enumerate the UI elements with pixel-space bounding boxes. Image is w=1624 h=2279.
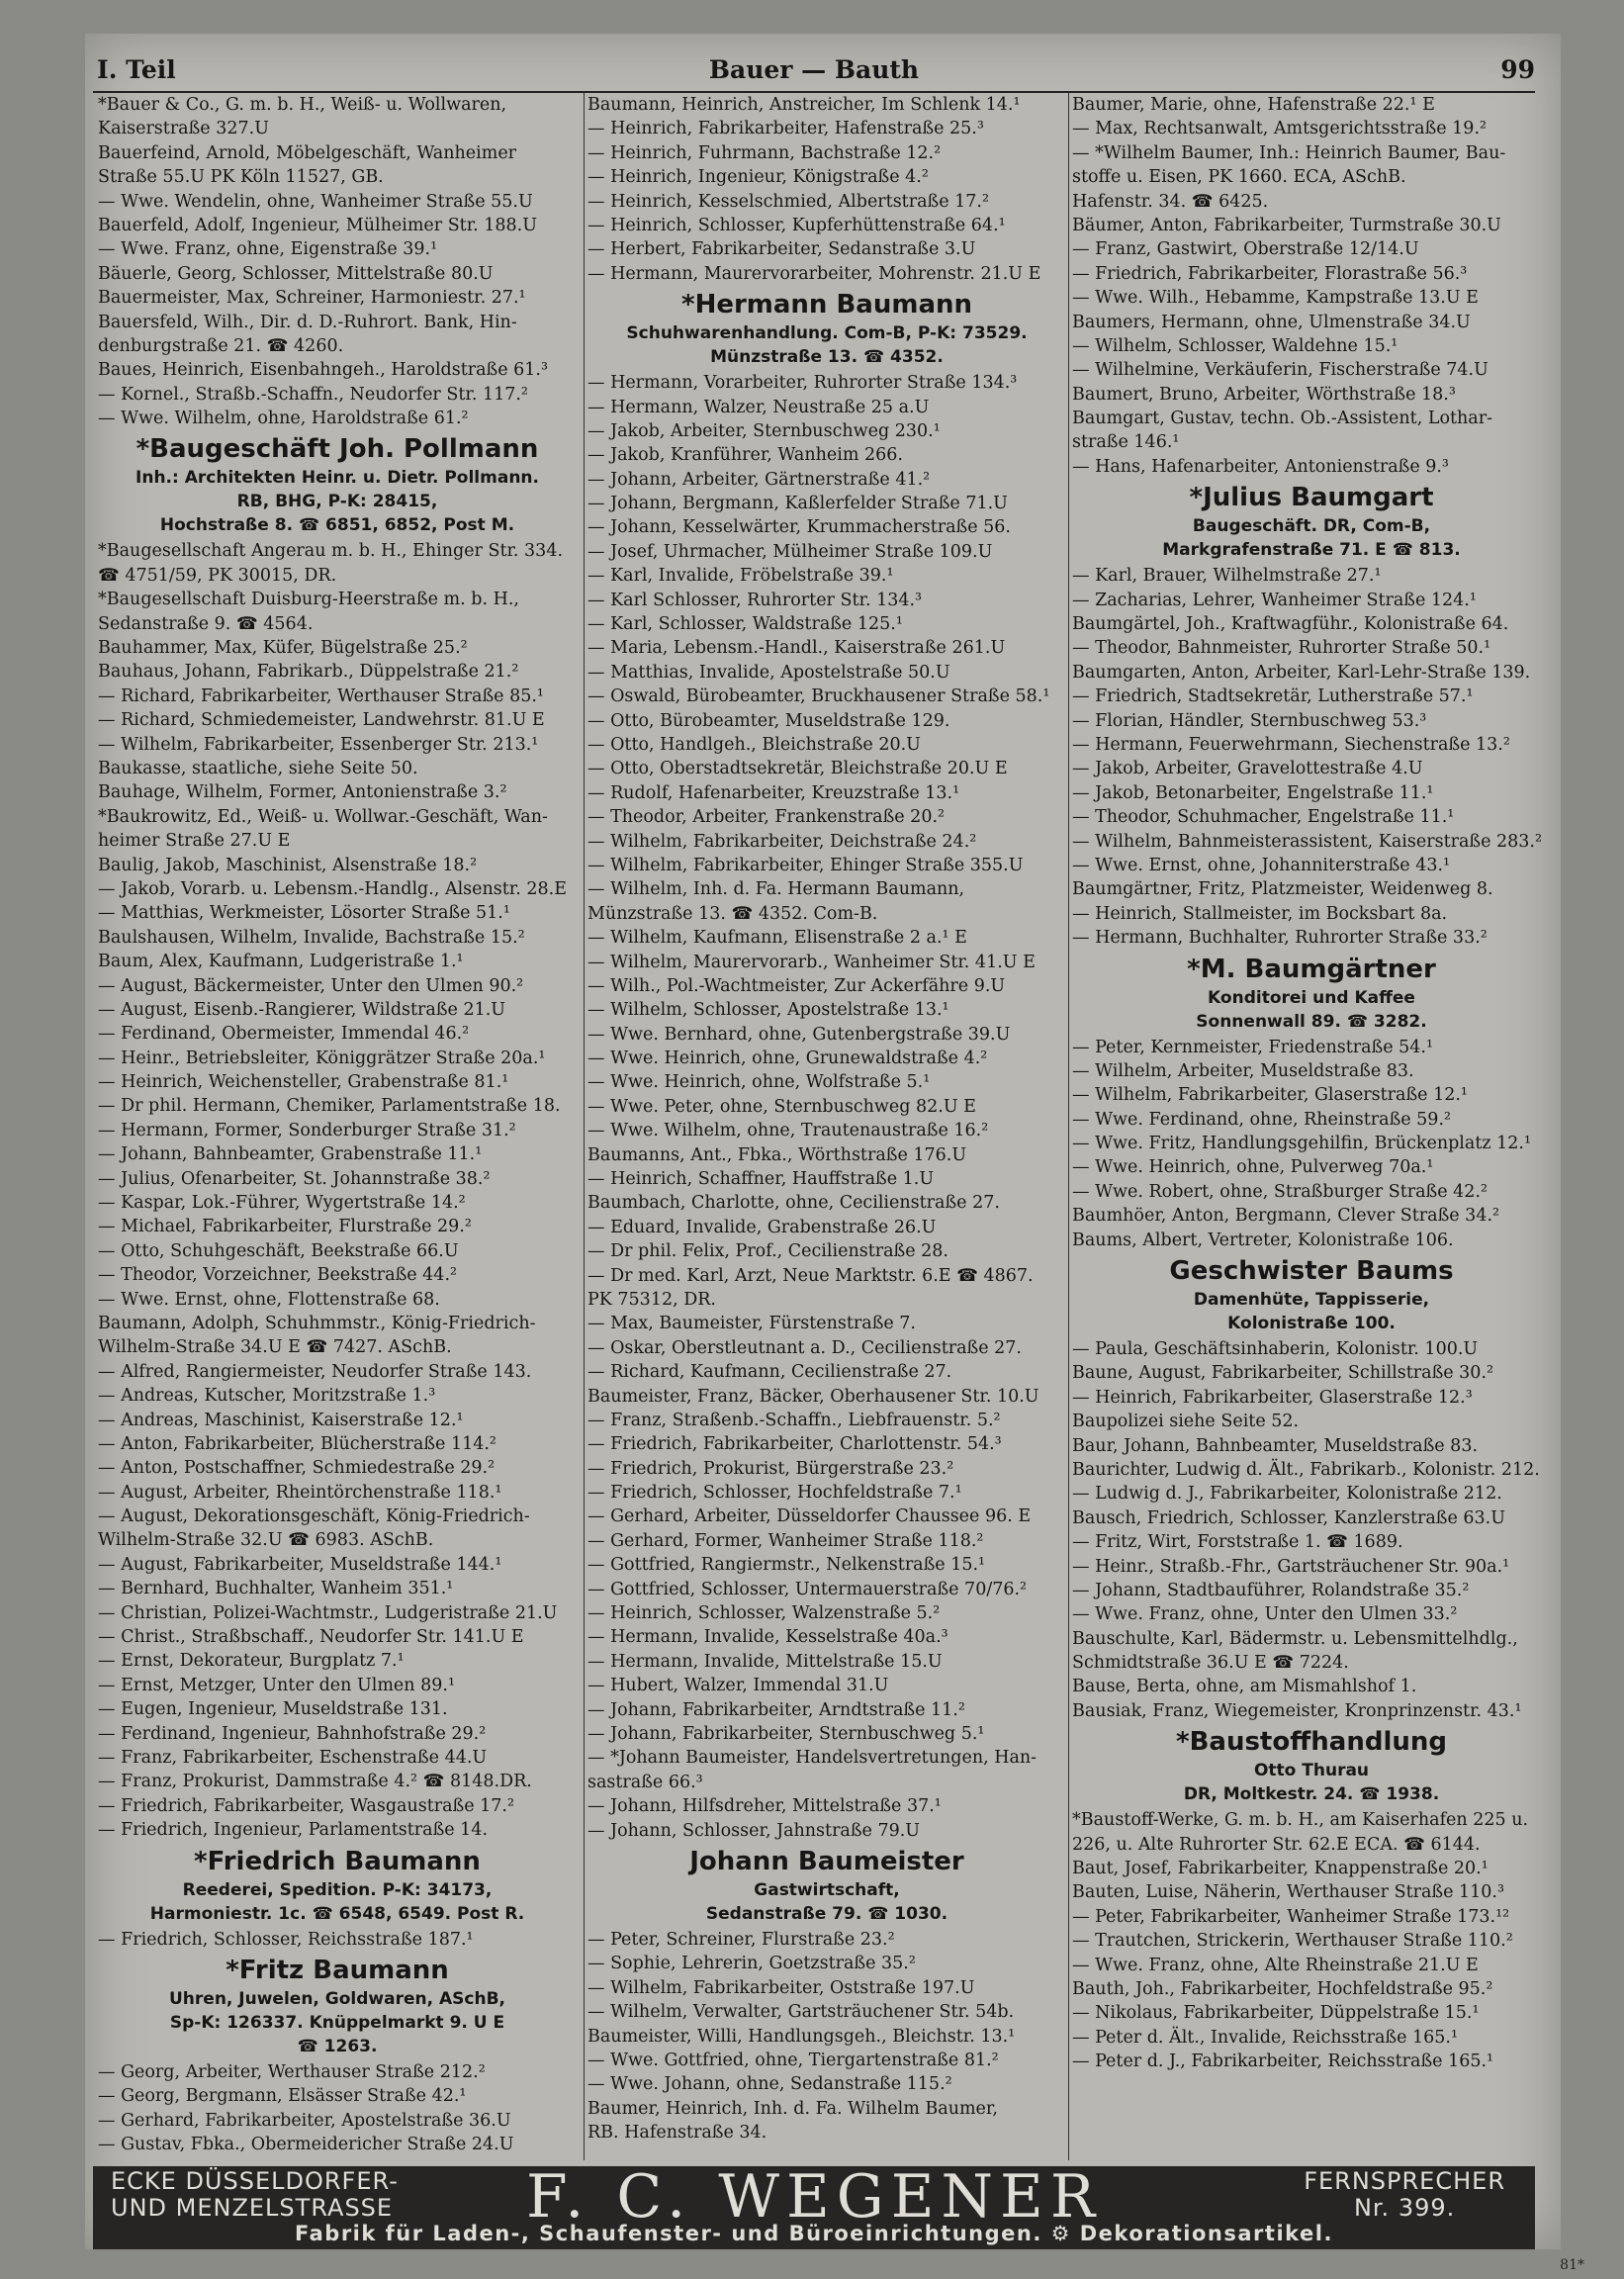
directory-entry: Bauschulte, Karl, Bädermstr. u. Lebensmittelhdlg., (1072, 1628, 1518, 1649)
directory-entry: — Trautchen, Strickerin, Werthauser Straße 110.² (1072, 1931, 1513, 1952)
directory-entry: — Gottfried, Rangiermstr., Nelkenstraße 15.¹ (587, 1555, 986, 1576)
directory-entry: — Zacharias, Lehrer, Wanheimer Straße 124.¹ (1072, 590, 1477, 610)
directory-entry: Bauersfeld, Wilh., Dir. d. D.-Ruhrort. Bank, Hin- (98, 312, 517, 332)
page-number: 99 (1500, 55, 1535, 84)
ad-detail-line: Otto Thurau (1253, 1761, 1370, 1781)
directory-entry: — Johann, Stadtbauführer, Rolandstraße 35.² (1072, 1580, 1470, 1600)
directory-entry: — Friedrich, Prokurist, Bürgerstraße 23.² (587, 1458, 954, 1479)
display-advertisement (1069, 479, 1554, 564)
ad-detail-line: Markgrafenstraße 71. E ☎ 813. (1162, 540, 1461, 561)
directory-entry: — Georg, Arbeiter, Werthauser Straße 212.² (98, 2061, 486, 2082)
directory-entry: Bauhammer, Max, Küfer, Bügelstraße 25.² (98, 638, 468, 659)
directory-entry: — Wwe. Franz, ohne, Eigenstraße 39.¹ (98, 239, 438, 260)
directory-entry: — Rudolf, Hafenarbeiter, Kreuzstraße 13.¹ (587, 782, 960, 803)
directory-entry: Schmidtstraße 36.U E ☎ 7224. (1072, 1653, 1349, 1674)
directory-entry: — Franz, Gastwirt, Oberstraße 12/14.U (1072, 239, 1419, 260)
display-advertisement (585, 1843, 1069, 1928)
directory-entry: *Baukrowitz, Ed., Weiß- u. Wollwar.-Geschäft, Wan- (98, 806, 548, 827)
directory-entry: — Anton, Fabrikarbeiter, Blücherstraße 114.² (98, 1433, 496, 1454)
directory-entry: — *Wilhelm Baumer, Inh.: Heinrich Baumer, Bau- (1072, 142, 1506, 163)
directory-entry: — Johann, Fabrikarbeiter, Sternbuschweg 5.¹ (587, 1724, 985, 1744)
directory-entry: — Franz, Fabrikarbeiter, Eschenstraße 44.U (98, 1748, 488, 1768)
directory-entry: — Eduard, Invalide, Grabenstraße 26.U (587, 1217, 937, 1237)
directory-entry: Baum, Alex, Kaufmann, Ludgeristraße 1.¹ (98, 952, 464, 972)
column-3 (1068, 93, 1554, 2160)
directory-entry: — Johann, Arbeiter, Gärtnerstraße 41.² (587, 469, 931, 490)
directory-entry: — Theodor, Arbeiter, Frankenstraße 20.² (587, 807, 946, 828)
directory-entry: — Wilhelm, Fabrikarbeiter, Deichstraße 24.² (587, 831, 977, 852)
directory-entry: Baues, Heinrich, Eisenbahngeh., Haroldstraße 61.³ (98, 360, 549, 381)
ad-detail-line: Münzstraße 13. ☎ 4352. (710, 347, 944, 368)
directory-entry: — Oswald, Bürobeamter, Bruckhausener Straße 58.¹ (587, 686, 1050, 707)
ad-phone-line: Nr. 399. (1353, 2194, 1456, 2222)
directory-entry: — Wwe. Franz, ohne, Alte Rheinstraße 21.U E (1072, 1955, 1479, 1975)
directory-entry: — Heinrich, Weichensteller, Grabenstraße 81.¹ (98, 1072, 509, 1093)
directory-entry: — Hubert, Walzer, Immendal 31.U (587, 1676, 889, 1696)
directory-entry: Bauth, Joh., Fabrikarbeiter, Hochfeldstraße 95.² (1072, 1979, 1493, 1999)
ad-detail-line: Damenhüte, Tappisserie, (1193, 1290, 1430, 1311)
directory-entry: — Wwe. Wilhelm, ohne, Haroldstraße 61.² (98, 409, 469, 429)
directory-entry: Bause, Berta, ohne, am Mismahlshof 1. (1072, 1677, 1417, 1697)
directory-entry: — Dr phil. Hermann, Chemiker, Parlamentstraße 18. (98, 1096, 561, 1117)
directory-entry: Kaiserstraße 327.U (98, 119, 269, 139)
directory-entry: — August, Bäckermeister, Unter den Ulmen 90.² (98, 975, 524, 996)
directory-entry: — Wilhelm, Fabrikarbeiter, Ehinger Straße 355.U (587, 855, 1024, 875)
directory-entry: Baurichter, Ludwig d. Ält., Fabrikarb., Kolonistr. 212. (1072, 1459, 1540, 1480)
directory-entry: — Anton, Postschaffner, Schmiedestraße 29.² (98, 1458, 496, 1479)
directory-entry: Baulshausen, Wilhelm, Invalide, Bachstraße 15.² (98, 927, 525, 948)
directory-entry: heimer Straße 27.U E (98, 831, 291, 852)
directory-entry: — Wilhelm, Verwalter, Gartsträuchener Str. 54b. (587, 2002, 1015, 2023)
directory-entry: — Heinrich, Stallmeister, im Bocksbart 8a. (1072, 903, 1448, 924)
directory-entry: — Otto, Schuhgeschäft, Beekstraße 66.U (98, 1240, 459, 1261)
ad-title: *Julius Baumgart (1189, 483, 1434, 513)
directory-entry: — Christian, Polizei-Wachtmstr., Ludgeristraße 21.U (98, 1602, 558, 1623)
directory-entry: — Theodor, Bahnmeister, Ruhrorter Straße 50.¹ (1072, 638, 1491, 659)
directory-entry: — Wilhelm, Schlosser, Apostelstraße 13.¹ (587, 1000, 949, 1021)
display-advertisement (1069, 1723, 1554, 1808)
directory-entry: Baumeister, Franz, Bäcker, Oberhausener Str. 10.U (587, 1386, 1039, 1407)
directory-entry: Hafenstr. 34. ☎ 6425. (1072, 191, 1269, 212)
directory-entry: — Heinrich, Fuhrmann, Bachstraße 12.² (587, 142, 942, 163)
directory-entry: Baut, Josef, Fabrikarbeiter, Knappenstraße 20.¹ (1072, 1859, 1489, 1879)
directory-entry: Baumers, Hermann, ohne, Ulmenstraße 34.U (1072, 312, 1471, 332)
directory-entry: — Michael, Fabrikarbeiter, Flurstraße 29.² (98, 1217, 472, 1237)
directory-entry: Baumann, Heinrich, Anstreicher, Im Schlenk 14.¹ (587, 95, 1021, 115)
directory-entry: — Wilhelm, Fabrikarbeiter, Oststraße 197.U (587, 1977, 975, 1998)
directory-entry: — Gustav, Fbka., Obermeidericher Straße 24.U (98, 2135, 514, 2155)
directory-page (85, 34, 1561, 2249)
directory-entry: — Kaspar, Lok.-Führer, Wygertstraße 14.² (98, 1193, 466, 1214)
directory-entry: — Kornel., Straßb.-Schaffn., Neudorfer Str. 117.² (98, 384, 528, 405)
directory-entry: — Dr phil. Felix, Prof., Cecilienstraße 28. (587, 1241, 948, 1262)
directory-entry: — Gottfried, Schlosser, Untermauerstraße 70/76.² (587, 1579, 1028, 1599)
directory-entry: — Wilhelm, Fabrikarbeiter, Essenberger Str. 213.¹ (98, 734, 539, 755)
directory-entry: — Heinr., Straßb.-Fhr., Gartsträuchener Str. 90a.¹ (1072, 1556, 1510, 1577)
directory-entry: — Hermann, Former, Sonderburger Straße 31.² (98, 1120, 516, 1140)
directory-entry: — Wwe. Robert, ohne, Straßburger Straße 42.² (1072, 1181, 1488, 1202)
directory-entry: — Wilh., Pol.-Wachtmeister, Zur Ackerfähre 9.U (587, 975, 1006, 996)
directory-entry: Wilhelm-Straße 34.U E ☎ 7427. ASchB. (98, 1337, 452, 1358)
directory-entry: — Hermann, Invalide, Kesselstraße 40a.³ (587, 1627, 948, 1648)
directory-entry: — Peter d. J., Fabrikarbeiter, Reichsstraße 165.¹ (1072, 2051, 1494, 2072)
directory-entry: — Wwe. Wendelin, ohne, Wanheimer Straße 55.U (98, 191, 533, 212)
display-advertisement (585, 286, 1069, 371)
ad-address-line: ECKE DÜSSELDORFER- (111, 2167, 399, 2195)
ad-title: *Hermann Baumann (680, 290, 973, 320)
directory-entry: — Heinrich, Schlosser, Kupferhüttenstraße 64.¹ (587, 215, 1006, 235)
directory-entry: — August, Fabrikarbeiter, Museldstraße 144.¹ (98, 1554, 502, 1575)
directory-entry: — Hermann, Vorarbeiter, Ruhrorter Straße 134.³ (587, 373, 1018, 394)
directory-entry: — Gerhard, Arbeiter, Düsseldorfer Chaussee 96. E (587, 1506, 1032, 1527)
ad-detail-line: Gastwirtschaft, (754, 1879, 900, 1900)
directory-entry: — Bernhard, Buchhalter, Wanheim 351.¹ (98, 1579, 454, 1599)
directory-entry: straße 146.¹ (1072, 432, 1180, 453)
directory-entry: — Franz, Prokurist, Dammstraße 4.² ☎ 8148.DR. (98, 1772, 532, 1792)
directory-entry: — Wwe. Johann, ohne, Sedanstraße 115.² (587, 2074, 952, 2095)
directory-entry: — Andreas, Maschinist, Kaiserstraße 12.¹ (98, 1410, 464, 1430)
directory-entry: — Johann, Fabrikarbeiter, Arndtstraße 11.² (587, 1699, 965, 1720)
directory-entry: — Jakob, Betonarbeiter, Engelstraße 11.¹ (1072, 782, 1434, 803)
directory-entry: Bauerfeld, Adolf, Ingenieur, Mülheimer Str. 188.U (98, 215, 537, 235)
directory-entry: — Florian, Händler, Sternbuschweg 53.³ (1072, 710, 1427, 731)
ad-detail-line: Kolonistraße 100. (1227, 1314, 1396, 1334)
ad-title: *Friedrich Baumann (194, 1846, 481, 1876)
directory-entry: — Johann, Schlosser, Jahnstraße 79.U (587, 1820, 921, 1841)
ad-detail-line: ☎ 1263. (297, 2036, 378, 2056)
directory-entry: — Johann, Kesselwärter, Krummacherstraße 56. (587, 517, 1011, 538)
directory-entry: — Sophie, Lehrerin, Goetzstraße 35.² (587, 1954, 916, 1974)
directory-entry: — Ferdinand, Obermeister, Immendal 46.² (98, 1024, 470, 1045)
ad-detail-line: Hochstraße 8. ☎ 6851, 6852, Post M. (159, 515, 515, 536)
directory-entry: — Wwe. Gottfried, ohne, Tiergartenstraße 81.² (587, 2050, 999, 2070)
directory-entry: — Matthias, Werkmeister, Lösorter Straße 51.¹ (98, 903, 510, 924)
directory-entry: — August, Dekorationsgeschäft, König-Friedrich- (98, 1506, 530, 1527)
directory-entry: — Franz, Straßenb.-Schaffn., Liebfrauenstr. 5.² (587, 1410, 1001, 1430)
directory-entry: — Wwe. Ernst, ohne, Flottenstraße 68. (98, 1289, 440, 1310)
ad-detail-line: Sonnenwall 89. ☎ 3282. (1196, 1011, 1427, 1032)
directory-entry: *Bauer & Co., G. m. b. H., Weiß- u. Wollwaren, (98, 95, 507, 115)
ad-title: Johann Baumeister (689, 1846, 964, 1876)
directory-entry: — Herbert, Fabrikarbeiter, Sedanstraße 3.U (587, 239, 976, 260)
directory-entry: Bauermeister, Max, Schreiner, Harmoniestr. 27.¹ (98, 288, 526, 309)
directory-entry: — Heinrich, Fabrikarbeiter, Hafenstraße 25.³ (587, 119, 984, 139)
directory-entry: — Wwe. Wilh., Hebamme, Kampstraße 13.U E (1072, 288, 1479, 309)
directory-entry: — Wilhelm, Arbeiter, Museldstraße 83. (1072, 1060, 1414, 1081)
directory-entry: sastraße 66.³ (587, 1772, 703, 1792)
directory-entry: — Wwe. Heinrich, ohne, Wolfstraße 5.¹ (587, 1072, 931, 1093)
directory-entry: Baumanns, Ant., Fbka., Wörthstraße 176.U (587, 1144, 967, 1165)
column-1 (95, 93, 580, 2160)
directory-entry: Bäumer, Anton, Fabrikarbeiter, Turmstraße 30.U (1072, 215, 1501, 235)
directory-entry: — Hermann, Buchhalter, Ruhrorter Straße 33.² (1072, 928, 1488, 949)
directory-entry: — Karl Schlosser, Ruhrorter Str. 134.³ (587, 590, 923, 610)
display-advertisement (1069, 951, 1554, 1036)
directory-entry: — Ernst, Dekorateur, Burgplatz 7.¹ (98, 1651, 405, 1672)
directory-entry: — Andreas, Kutscher, Moritzstraße 1.³ (98, 1386, 436, 1407)
directory-entry: — Karl, Schlosser, Waldstraße 125.¹ (587, 614, 903, 635)
directory-entry: — Theodor, Schuhmacher, Engelstraße 11.¹ (1072, 807, 1455, 828)
directory-entry: — Julius, Ofenarbeiter, St. Johannstraße 38.² (98, 1168, 491, 1189)
display-advertisement (95, 1843, 580, 1928)
directory-entry: Bäuerle, Georg, Schlosser, Mittelstraße 80.U (98, 263, 494, 284)
directory-entry: Baukasse, staatliche, siehe Seite 50. (98, 758, 418, 778)
directory-entry: — Hans, Hafenarbeiter, Antonienstraße 9.³ (1072, 456, 1449, 477)
directory-entry: — Theodor, Vorzeichner, Beekstraße 44.² (98, 1265, 458, 1286)
directory-entry: — Max, Rechtsanwalt, Amtsgerichtsstraße 19.² (1072, 119, 1488, 139)
ad-title: *Baugeschäft Joh. Pollmann (135, 434, 539, 465)
display-advertisement (95, 1952, 580, 2060)
directory-entry: — Wilhelmine, Verkäuferin, Fischerstraße 74.U (1072, 360, 1489, 381)
directory-entry: Baune, August, Fabrikarbeiter, Schillstraße 30.² (1072, 1363, 1494, 1384)
directory-entry: — Hermann, Walzer, Neustraße 25 a.U (587, 397, 930, 417)
directory-entry: — Ludwig d. J., Fabrikarbeiter, Kolonistraße 212. (1072, 1484, 1502, 1504)
directory-entry: — Johann, Bahnbeamter, Grabenstraße 11.¹ (98, 1144, 483, 1165)
ad-detail-line: Baugeschäft. DR, Com-B, (1192, 516, 1431, 537)
ad-detail-line: Schuhwarenhandlung. Com-B, P-K: 73529. (626, 323, 1028, 344)
directory-entry: — Heinrich, Fabrikarbeiter, Glaserstraße 12.³ (1072, 1387, 1473, 1408)
directory-entry: Baumgärtner, Fritz, Platzmeister, Weidenweg 8. (1072, 879, 1493, 900)
directory-entry: Baumgarten, Anton, Arbeiter, Karl-Lehr-Straße 139. (1072, 662, 1531, 683)
directory-entry: — Friedrich, Schlosser, Reichsstraße 187.¹ (98, 1929, 474, 1950)
directory-entry: — Nikolaus, Fabrikarbeiter, Düppelstraße 15.¹ (1072, 2003, 1480, 2024)
directory-entry: — Heinrich, Schlosser, Walzenstraße 5.² (587, 1603, 941, 1624)
ad-phone (1304, 2168, 1505, 2222)
page-mark: 81* (1560, 2257, 1584, 2273)
directory-entry: — Wwe. Heinrich, ohne, Grunewaldstraße 4.² (587, 1048, 988, 1069)
ad-detail-line: Sedanstraße 79. ☎ 1030. (705, 1903, 948, 1924)
directory-entry: — Hermann, Maurervorarbeiter, Mohrenstr. 21.U E (587, 263, 1041, 284)
ad-title: *Fritz Baumann (226, 1955, 449, 1985)
directory-entry: — Wilhelm, Fabrikarbeiter, Glaserstraße 12.¹ (1072, 1085, 1468, 1106)
directory-entry: Baumeister, Willi, Handlungsgeh., Bleichstr. 13.¹ (587, 2026, 1016, 2047)
page-header (93, 51, 1535, 91)
directory-entry: — Ferdinand, Ingenieur, Bahnhofstraße 29.² (98, 1723, 487, 1744)
directory-entry: Münzstraße 13. ☎ 4352. Com-B. (587, 903, 878, 924)
directory-entry: — Alfred, Rangiermeister, Neudorfer Straße 143. (98, 1361, 532, 1382)
ad-title: *M. Baumgärtner (1187, 954, 1436, 984)
directory-entry: — Heinrich, Schaffner, Hauffstraße 1.U (587, 1169, 935, 1190)
directory-entry: — Maria, Lebensm.-Handl., Kaiserstraße 261.U (587, 638, 1006, 659)
directory-entry: Straße 55.U PK Köln 11527, GB. (98, 167, 384, 188)
directory-entry: — Wwe. Heinrich, ohne, Pulverweg 70a.¹ (1072, 1157, 1434, 1178)
directory-entry: — Friedrich, Schlosser, Hochfeldstraße 7.¹ (587, 1483, 962, 1504)
ad-detail-line: Uhren, Juwelen, Goldwaren, ASchB, (169, 1988, 505, 2009)
section-label: I. Teil (97, 55, 176, 84)
directory-entry: Bausch, Friedrich, Schlosser, Kanzlerstraße 63.U (1072, 1507, 1505, 1528)
directory-entry: Bausiak, Franz, Wiegemeister, Kronprinzenstr. 43.¹ (1072, 1700, 1522, 1721)
directory-entry: — Friedrich, Fabrikarbeiter, Wasgaustraße 17.² (98, 1795, 515, 1816)
directory-entry: — Karl, Brauer, Wilhelmstraße 27.¹ (1072, 566, 1382, 587)
running-title: Bauer — Bauth (708, 55, 920, 84)
directory-entry: RB. Hafenstraße 34. (587, 2123, 767, 2143)
directory-entry: — Heinrich, Ingenieur, Königstraße 4.² (587, 167, 929, 188)
directory-entry: — Johann, Bergmann, Kaßlerfelder Straße 71.U (587, 494, 1008, 514)
directory-entry: — Heinr., Betriebsleiter, Königgrätzer Straße 20a.¹ (98, 1048, 546, 1068)
directory-entry: *Baugesellschaft Duisburg-Heerstraße m. b. H., (98, 590, 519, 610)
directory-entry: — Wwe. Franz, ohne, Unter den Ulmen 33.² (1072, 1604, 1458, 1625)
directory-entry: — Wwe. Ernst, ohne, Johanniterstraße 43.¹ (1072, 855, 1451, 875)
directory-entry: stoffe u. Eisen, PK 1660. ECA, ASchB. (1072, 167, 1406, 188)
directory-entry: — Wwe. Ferdinand, ohne, Rheinstraße 59.² (1072, 1109, 1452, 1130)
directory-entry: — Karl, Invalide, Fröbelstraße 39.¹ (587, 566, 894, 587)
directory-entry: Baumert, Bruno, Arbeiter, Wörthstraße 18.³ (1072, 384, 1456, 405)
ad-detail-line: Inh.: Architekten Heinr. u. Dietr. Pollmann. (135, 468, 539, 489)
directory-entry: Wilhelm-Straße 32.U ☎ 6983. ASchB. (98, 1530, 434, 1551)
ad-detail-line: Konditorei und Kaffee (1208, 987, 1415, 1008)
directory-entry: — Otto, Oberstadtsekretär, Bleichstraße 20.U E (587, 759, 1008, 779)
ad-detail-line: RB, BHG, P-K: 28415, (236, 492, 438, 512)
directory-entry: — Gerhard, Fabrikarbeiter, Apostelstraße 36.U (98, 2110, 511, 2131)
directory-entry: — Peter d. Ält., Invalide, Reichsstraße 165.¹ (1072, 2027, 1458, 2048)
directory-entry: — Friedrich, Fabrikarbeiter, Florastraße 56.³ (1072, 263, 1468, 284)
directory-entry: — Christ., Straßbschaff., Neudorfer Str. 141.U E (98, 1627, 524, 1648)
directory-entry: — Jakob, Arbeiter, Sternbuschweg 230.¹ (587, 420, 941, 441)
directory-entry: — Friedrich, Stadtsekretär, Lutherstraße 57.¹ (1072, 686, 1474, 707)
directory-entry: — Richard, Kaufmann, Cecilienstraße 27. (587, 1362, 952, 1383)
directory-entry: — Ernst, Metzger, Unter den Ulmen 89.¹ (98, 1675, 455, 1695)
directory-entry: — Friedrich, Ingenieur, Parlamentstraße 14. (98, 1820, 489, 1841)
directory-entry: — Wilhelm, Bahnmeisterassistent, Kaiserstraße 283.² (1072, 831, 1542, 852)
ad-company-name: F. C. WEGENER (525, 2162, 1102, 2232)
directory-entry: Baumgart, Gustav, techn. Ob.-Assistent, Lothar- (1072, 409, 1492, 429)
ad-detail-line: Harmoniestr. 1c. ☎ 6548, 6549. Post R. (149, 1903, 525, 1924)
directory-entry: Sedanstraße 9. ☎ 4564. (98, 613, 314, 634)
directory-entry: — Gerhard, Former, Wanheimer Straße 118.² (587, 1530, 984, 1551)
ad-detail-line: Sp-K: 126337. Knüppelmarkt 9. U E (169, 2012, 505, 2033)
directory-entry: Baums, Albert, Vertreter, Kolonistraße 106. (1072, 1230, 1454, 1250)
directory-entry: Baupolizei siehe Seite 52. (1072, 1412, 1300, 1432)
column-2 (584, 93, 1069, 2160)
directory-entry: — Wilhelm, Kaufmann, Elisenstraße 2 a.¹ E (587, 928, 967, 949)
directory-entry: — Heinrich, Kesselschmied, Albertstraße 17.² (587, 191, 989, 212)
directory-entry: — Matthias, Invalide, Apostelstraße 50.U (587, 662, 950, 683)
directory-entry: — Johann, Hilfsdreher, Mittelstraße 37.¹ (587, 1796, 942, 1817)
ad-detail-line: DR, Moltkestr. 24. ☎ 1938. (1183, 1784, 1440, 1805)
directory-entry: Baur, Johann, Bahnbeamter, Museldstraße 83. (1072, 1435, 1479, 1456)
ad-title: Geschwister Baums (1169, 1256, 1454, 1287)
directory-entry: — Dr med. Karl, Arzt, Neue Marktstr. 6.E ☎ 4867. (587, 1265, 1034, 1286)
directory-entry: — Wilhelm, Schlosser, Waldehne 15.¹ (1072, 335, 1398, 356)
directory-entry: Baumer, Heinrich, Inh. d. Fa. Wilhelm Baumer, (587, 2098, 998, 2119)
directory-entry: — Wwe. Wilhelm, ohne, Trautenaustraße 16.² (587, 1121, 989, 1141)
directory-entry: Bauerfeind, Arnold, Möbelgeschäft, Wanheimer (98, 142, 517, 163)
advertisement-banner (93, 2162, 1535, 2249)
directory-entry: Baulig, Jakob, Maschinist, Alsenstraße 18.² (98, 855, 478, 875)
directory-entry: — Max, Baumeister, Fürstenstraße 7. (587, 1314, 916, 1334)
directory-entry: — Wwe. Peter, ohne, Sternbuschweg 82.U E (587, 1096, 976, 1117)
directory-entry: — Wilhelm, Inh. d. Fa. Hermann Baumann, (587, 879, 965, 900)
directory-entry: — Hermann, Feuerwehrmann, Siechenstraße 13.² (1072, 734, 1510, 755)
directory-entry: — Jakob, Vorarb. u. Lebensm.-Handlg., Alsenstr. 28.E (98, 878, 567, 899)
directory-entry: — Paula, Geschäftsinhaberin, Kolonistr. 100.U (1072, 1339, 1479, 1360)
directory-entry: — Richard, Schmiedemeister, Landwehrstr. 81.U E (98, 710, 545, 731)
directory-entry: — Hermann, Invalide, Mittelstraße 15.U (587, 1651, 943, 1672)
directory-entry: — Wilhelm, Maurervorarb., Wanheimer Str. 41.U E (587, 952, 1036, 972)
directory-entry: ☎ 4751/59, PK 30015, DR. (98, 565, 337, 586)
directory-entry: — Otto, Handlgeh., Bleichstraße 20.U (587, 734, 921, 755)
directory-entry: — *Johann Baumeister, Handelsvertretungen, Han- (587, 1748, 1038, 1769)
directory-entry: Baumbach, Charlotte, ohne, Cecilienstraße 27. (587, 1193, 1000, 1214)
directory-entry: — Oskar, Oberstleutnant a. D., Cecilienstraße 27. (587, 1337, 1022, 1358)
directory-entry: — Otto, Bürobeamter, Museldstraße 129. (587, 710, 950, 731)
directory-entry: — Eugen, Ingenieur, Museldstraße 131. (98, 1699, 448, 1720)
display-advertisement (95, 430, 580, 539)
directory-entry: — August, Eisenb.-Rangierer, Wildstraße 21.U (98, 999, 506, 1020)
directory-entry: — Josef, Uhrmacher, Mülheimer Straße 109.U (587, 541, 993, 562)
ad-title: *Baustoffhandlung (1175, 1727, 1447, 1758)
directory-entry: Baumer, Marie, ohne, Hafenstraße 22.¹ E (1072, 95, 1435, 115)
directory-entry: *Baustoff-Werke, G. m. b. H., am Kaiserhafen 225 u. (1072, 1810, 1529, 1831)
directory-entry: denburgstraße 21. ☎ 4260. (98, 335, 344, 356)
ad-phone-line: FERNSPRECHER (1304, 2167, 1505, 2195)
directory-entry: Baumann, Adolph, Schuhmmstr., König-Friedrich- (98, 1313, 536, 1333)
directory-entry: — Jakob, Arbeiter, Gravelottestraße 4.U (1072, 759, 1423, 779)
directory-entry: Bauten, Luise, Näherin, Werthauser Straße 110.³ (1072, 1882, 1504, 1903)
directory-entry: Bauhaus, Johann, Fabrikarb., Düppelstraße 21.² (98, 662, 519, 683)
directory-entry: Bauhage, Wilhelm, Former, Antonienstraße 3.² (98, 782, 507, 803)
directory-entry: — Friedrich, Fabrikarbeiter, Charlottenstr. 54.³ (587, 1434, 1002, 1455)
directory-entry: — Wwe. Bernhard, ohne, Gutenbergstraße 39.U (587, 1024, 1011, 1045)
directory-entry: — Wwe. Fritz, Handlungsgehilfin, Brückenplatz 12.¹ (1072, 1134, 1531, 1154)
directory-entry: PK 75312, DR. (587, 1289, 716, 1310)
directory-entry: — August, Arbeiter, Rheintörchenstraße 118.¹ (98, 1482, 502, 1503)
display-advertisement (1069, 1252, 1554, 1337)
directory-entry: Baumhöer, Anton, Bergmann, Clever Straße 34.² (1072, 1206, 1500, 1227)
directory-entry: — Georg, Bergmann, Elsässer Straße 42.¹ (98, 2086, 467, 2107)
directory-entry: — Richard, Fabrikarbeiter, Werthauser Straße 85.¹ (98, 685, 544, 706)
ad-address-line: UND MENZELSTRASSE (111, 2194, 394, 2222)
directory-entry: *Baugesellschaft Angerau m. b. H., Ehinger Str. 334. (98, 541, 564, 562)
directory-entry: — Fritz, Wirt, Forststraße 1. ☎ 1689. (1072, 1532, 1403, 1553)
ad-detail-line: Reederei, Spedition. P-K: 34173, (182, 1879, 493, 1900)
ad-tagline: Fabrik für Laden-, Schaufenster- und Büroeinrichtungen. ⚙ Dekorationsartikel. (295, 2222, 1333, 2245)
directory-entry: Baumgärtel, Joh., Kraftwagführ., Kolonistraße 64. (1072, 614, 1509, 635)
directory-entry: — Peter, Schreiner, Flurstraße 23.² (587, 1929, 895, 1950)
directory-entry: 226, u. Alte Ruhrorter Str. 62.E ECA. ☎ 6144. (1072, 1834, 1481, 1855)
directory-entry: — Peter, Fabrikarbeiter, Wanheimer Straße 173.¹² (1072, 1906, 1510, 1927)
directory-entry: — Peter, Kernmeister, Friedenstraße 54.¹ (1072, 1037, 1434, 1057)
directory-entry: — Jakob, Kranführer, Wanheim 266. (587, 445, 903, 466)
